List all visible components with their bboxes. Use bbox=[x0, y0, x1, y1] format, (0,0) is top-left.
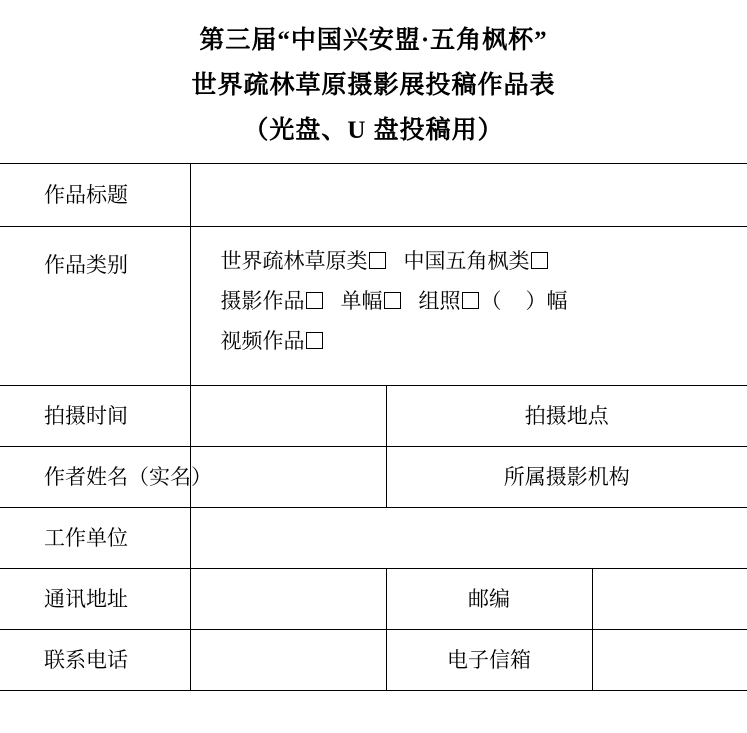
submission-form-table bbox=[0, 163, 747, 691]
cell-shoot-place-label bbox=[386, 386, 747, 447]
cell-work-unit-label bbox=[0, 508, 190, 569]
checkbox-photo-work[interactable] bbox=[306, 292, 323, 309]
cell-email-label bbox=[386, 630, 592, 691]
phone-label: 联系电话 bbox=[44, 648, 128, 672]
cell-work-unit-value[interactable] bbox=[190, 508, 747, 569]
category-option-single: 单幅 bbox=[340, 289, 383, 313]
cell-work-title-label bbox=[0, 164, 190, 227]
cell-address-label bbox=[0, 569, 190, 630]
cell-category-label bbox=[0, 227, 190, 386]
cell-author-name-label bbox=[0, 447, 212, 508]
cell-photo-org-label bbox=[386, 447, 747, 508]
checkbox-video-work[interactable] bbox=[306, 332, 323, 349]
work-title-label: 作品标题 bbox=[44, 183, 128, 207]
category-option-world-savanna: 世界疏林草原类 bbox=[220, 249, 368, 273]
cell-author-name-value[interactable] bbox=[190, 447, 386, 508]
cell-postcode-value[interactable] bbox=[592, 569, 747, 630]
table-row-author-info bbox=[0, 447, 747, 508]
table-row-shoot-info bbox=[0, 386, 747, 447]
page-title-line-1: 第三届“中国兴安盟·五角枫杯” bbox=[199, 27, 548, 54]
shoot-time-label: 拍摄时间 bbox=[44, 404, 128, 428]
photo-org-label: 所属摄影机构 bbox=[503, 465, 630, 489]
checkbox-china-maple[interactable] bbox=[531, 252, 548, 269]
cell-phone-label bbox=[0, 630, 190, 691]
document-title-block bbox=[0, 0, 747, 153]
table-row-work-unit bbox=[0, 508, 747, 569]
category-option-photo: 摄影作品 bbox=[220, 289, 305, 313]
work-unit-label: 工作单位 bbox=[44, 526, 128, 550]
cell-shoot-time-label bbox=[0, 386, 190, 447]
page-title-line-2: 世界疏林草原摄影展投稿作品表 bbox=[191, 72, 556, 99]
table-row-work-title bbox=[0, 164, 747, 227]
category-line-1 bbox=[197, 241, 747, 281]
table-row-category bbox=[0, 227, 747, 386]
category-label: 作品类别 bbox=[44, 253, 128, 277]
category-option-video: 视频作品 bbox=[220, 329, 305, 353]
checkbox-group-photo[interactable] bbox=[462, 292, 479, 309]
group-count-close-paren: ）幅 bbox=[525, 289, 568, 313]
checkbox-single-photo[interactable] bbox=[384, 292, 401, 309]
shoot-place-label: 拍摄地点 bbox=[524, 404, 609, 428]
cell-phone-value[interactable] bbox=[190, 630, 386, 691]
group-count-open-paren: （ bbox=[480, 289, 502, 313]
cell-email-value[interactable] bbox=[592, 630, 747, 691]
checkbox-world-savanna[interactable] bbox=[369, 252, 386, 269]
category-option-group: 组照 bbox=[418, 289, 461, 313]
table-row-contact bbox=[0, 630, 747, 691]
category-line-3 bbox=[197, 321, 747, 361]
cell-work-title-value[interactable] bbox=[190, 164, 747, 227]
category-line-2 bbox=[197, 281, 747, 321]
cell-postcode-label bbox=[386, 569, 592, 630]
table-row-address bbox=[0, 569, 747, 630]
address-label: 通讯地址 bbox=[44, 587, 128, 611]
cell-shoot-time-value[interactable] bbox=[190, 386, 386, 447]
author-name-label: 作者姓名（实名） bbox=[44, 465, 212, 489]
cell-address-value[interactable] bbox=[190, 569, 386, 630]
postcode-label: 邮编 bbox=[468, 587, 510, 611]
category-option-china-maple: 中国五角枫类 bbox=[403, 249, 530, 273]
page-title-line-3: （光盘、U 盘投稿用） bbox=[243, 117, 504, 144]
email-label: 电子信箱 bbox=[447, 648, 531, 672]
cell-category-options bbox=[190, 227, 747, 386]
